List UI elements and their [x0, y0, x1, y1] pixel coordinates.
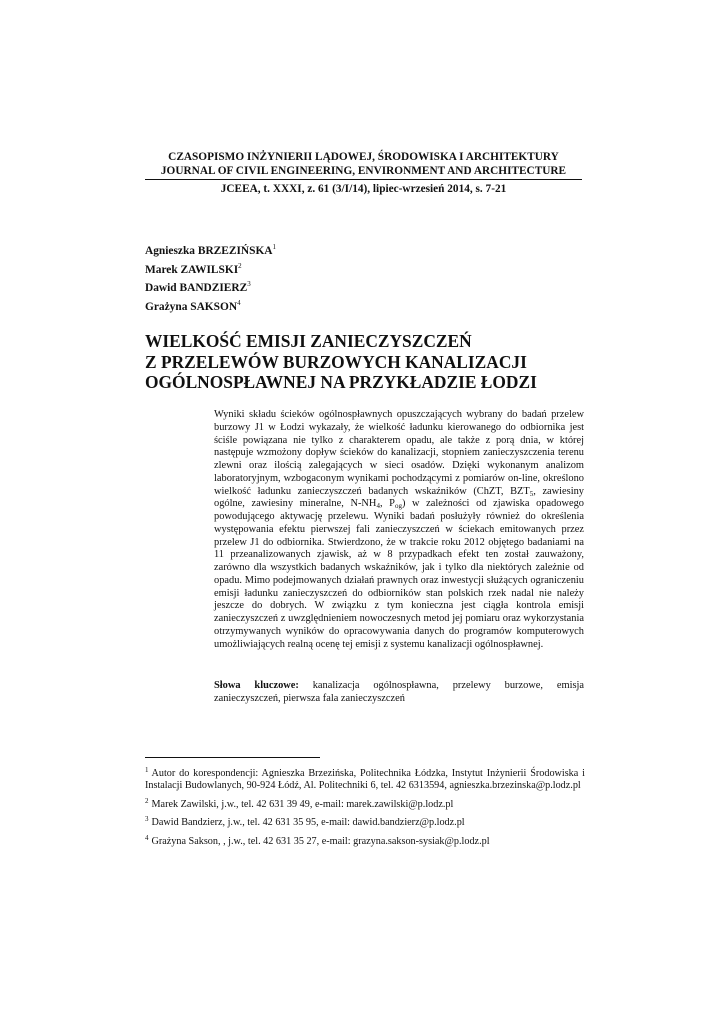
- author-name: Grażyna SAKSON: [145, 300, 238, 313]
- footnote-text: Dawid Bandzierz, j.w., tel. 42 631 35 95, e-mail: dawid.bandzierz@p.lodz.pl: [151, 817, 465, 829]
- keywords-text: kanalizacja ogólnospławna, przelewy burzowe, emisja zanieczyszczeń, pierwsza fala zanieczyszczeń: [214, 680, 584, 704]
- title-line: Z PRZELEWÓW BURZOWYCH KANALIZACJI: [145, 351, 527, 372]
- author: [145, 277, 276, 296]
- footnote: [145, 764, 585, 793]
- footnote-number: 4: [145, 833, 149, 842]
- footnote: [145, 832, 585, 848]
- footnotes: [145, 764, 585, 850]
- footnote-mark: 2: [238, 261, 242, 270]
- subscript: og: [394, 502, 402, 511]
- paper-title: [145, 331, 585, 393]
- header-rule: [145, 179, 582, 180]
- author: [145, 240, 276, 259]
- footnote-text: Grażyna Sakson, , j.w., tel. 42 631 35 27, e-mail: grazyna.sakson-sysiak@p.lodz.pl: [151, 835, 490, 847]
- footnote-number: 2: [145, 796, 149, 805]
- subscript: 5: [529, 489, 534, 498]
- keywords: [214, 680, 584, 706]
- footnote-number: 3: [145, 815, 149, 824]
- abstract: [214, 409, 584, 651]
- subscript: 4: [376, 502, 380, 511]
- abstract-text: , zawiesiny ogólne, zawiesiny mineralne, N-NH: [214, 485, 584, 510]
- footnote-rule: [145, 757, 320, 758]
- footnote-text: Marek Zawilski, j.w., tel. 42 631 39 49, e-mail: marek.zawilski@p.lodz.pl: [151, 798, 454, 810]
- footnote: [145, 795, 585, 811]
- footnote-mark: 3: [247, 280, 251, 288]
- author-name: Dawid BANDZIERZ: [145, 282, 248, 294]
- title-line: OGÓLNOSPŁAWNEJ NA PRZYKŁADZIE ŁODZI: [145, 372, 537, 392]
- author: [145, 296, 276, 315]
- author-list: [145, 240, 276, 314]
- author-name: Marek ZAWILSKI: [145, 263, 239, 276]
- title-line: WIELKOŚĆ EMISJI ZANIECZYSZCZEŃ: [145, 331, 472, 351]
- author: [145, 259, 276, 278]
- abstract-text: ) w zależności od zjawiska opadowego powodującego aktywację przelewu. Wyniki badań posłużyły również do określenia występowania efektu pierwszej fali zanieczyszczeń w ściekach emitowanych przez przelew J1 do odbiornika. Stwierdzono, że w trakcie roku 2012 objętego badaniami na 11 przeanalizowanych zjawisk, aż w 8 przypadkach efekt ten został zauważony, zarówno dla wszystkich badanych wskaźników, jak i tylko dla niektórych zależnie od opadu. Mimo podejmowanych działań prawnych oraz inwestycji służących ograniczeniu emisji ładunku zanieczyszczeń do odbiorników stan polskich rzek nadal nie należy jeszcze do dobrych. W związku z tym konieczna jest ciągła kontrola emisji zanieczyszczeń z uwzględnieniem nowoczesnych metod jej pomiaru oraz wykorzystania otrzymywanych wyników do opracowywania danych do programów komputerowych umożliwiających realną ocenę tej emisji z systemu kanalizacji ogólnospławnej.: [214, 498, 584, 650]
- abstract-text: Wyniki składu ścieków ogólnospławnych opuszczających wybrany do badań przelew burzowy J1 w Łodzi wykazały, że wielkość ładunku kierowanego do odbiornika jest ściśle powiązana nie tylko z charakterem opadu, ale także z porą dnia, w której następuje wzmożony dopływ ścieków do kanalizacji, stopniem zanieczyszczenia terenu zlewni oraz ilością zalegających w sieci osadów. Dzięki wykonanym analizom laboratoryjnym, wzbogaconym wynikami pochodzącymi z pomiarów on-line, określono wielkość ładunku zanieczyszczeń badanych wskaźników (ChZT, BZT: [214, 409, 584, 497]
- journal-name-pl: CZASOPISMO INŻYNIERII LĄDOWEJ, ŚRODOWISKA I ARCHITEKTURY: [168, 151, 559, 163]
- keywords-label: Słowa kluczowe:: [214, 680, 299, 691]
- footnote: [145, 813, 585, 829]
- journal-header: [145, 150, 582, 196]
- author-name: Agnieszka BRZEZIŃSKA: [145, 245, 273, 257]
- footnote-number: 1: [145, 766, 149, 774]
- footnote-text: Autor do korespondencji: Agnieszka Brzezińska, Politechnika Łódzka, Instytut Inżynierii Środowiska i Instalacji Budowlanych, 90-924 Łódź, Al. Politechniki 6, tel. 42 6313594, agnieszka.brzezinska@p.lodz.pl: [145, 768, 585, 792]
- journal-citation: JCEEA, t. XXXI, z. 61 (3/I/14), lipiec-wrzesień 2014, s. 7-21: [220, 183, 507, 195]
- abstract-text: , P: [379, 498, 395, 510]
- journal-name-en: JOURNAL OF CIVIL ENGINEERING, ENVIRONMENT AND ARCHITECTURE: [160, 165, 567, 177]
- footnote-mark: 4: [237, 298, 241, 307]
- footnote-mark: 1: [272, 243, 277, 251]
